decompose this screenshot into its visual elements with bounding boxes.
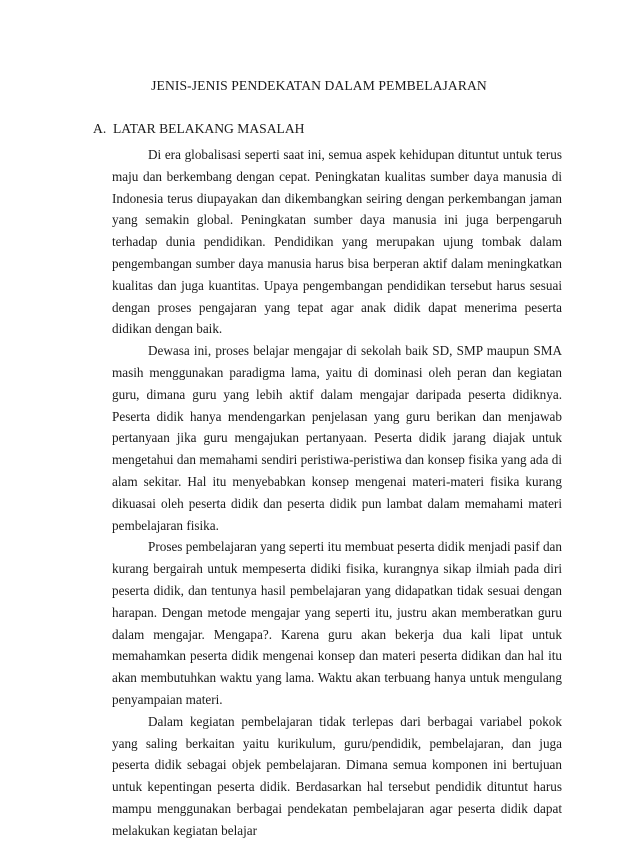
document-title: JENIS-JENIS PENDEKATAN DALAM PEMBELAJARAN bbox=[151, 78, 487, 93]
section-heading bbox=[93, 121, 305, 137]
paragraph-2: Dewasa ini, proses belajar mengajar di sekolah baik SD, SMP maupun SMA masih menggunakan paradigma lama, yaitu di dominasi oleh peran dan kegiatan guru, dimana guru yang lebih aktif dalam mengajar daripada peserta didiknya. Peserta didik hanya mendengarkan penjelasan yang guru berikan dan menjawab pertanyaan jika guru mengajukan pertanyaan. Peserta didik jarang diajak untuk mengetahui dan memahami sendiri peristiwa-peristiwa dan konsep fisika yang ada di alam sekitar. Hal itu menyebabkan konsep mengenai materi-materi fisika kurang dikuasai oleh peserta didik dan peserta didik pun lambat dalam memahami materi pembelajaran fisika. bbox=[112, 343, 562, 533]
section-number: A. bbox=[93, 121, 107, 136]
section-heading-text: LATAR BELAKANG MASALAH bbox=[113, 121, 305, 136]
paragraph-1: Di era globalisasi seperti saat ini, semua aspek kehidupan dituntut untuk terus maju dan berkembang dengan cepat. Peningkatan kualitas sumber daya manusia di Indonesia terus diupayakan dan dikembangkan seiring dengan perkembangan jaman yang semakin global. Peningkatan sumber daya manusia ini juga berpengaruh terhadap dunia pendidikan. Pendidikan yang merupakan ujung tombak dalam pengembangan sumber daya manusia harus bisa berperan aktif dalam meningkatkan kualitas dan juga kuantitas. Upaya pengembangan pendidikan tersebut harus sesuai dengan proses pengajaran yang tepat agar anak didik dapat menerima peserta didikan dengan baik. bbox=[112, 147, 562, 337]
paragraph-3: Proses pembelajaran yang seperti itu membuat peserta didik menjadi pasif dan kurang bergairah untuk mempeserta didiki fisika, kurangnya sikap ilmiah pada diri peserta didik, dan tentunya hasil pembelajaran yang didapatkan tidak sesuai dengan harapan. Dengan metode mengajar yang seperti itu, justru akan memberatkan guru dalam mengajar. Mengapa?. Karena guru akan bekerja dua kali lipat untuk memahamkan peserta didik mengenai konsep dan materi peserta didikan dan hal itu akan membutuhkan waktu yang lama. Waktu akan terbuang hanya untuk mengulang penyampaian materi. bbox=[112, 539, 562, 707]
document-body bbox=[112, 144, 562, 842]
paragraph-4: Dalam kegiatan pembelajaran tidak terlepas dari berbagai variabel pokok yang saling berkaitan yaitu kurikulum, guru/pendidik, pembelajaran, dan juga peserta didik sebagai objek pembelajaran. Dimana semua komponen ini bertujuan untuk kepentingan peserta didik. Berdasarkan hal tersebut pendidik dituntut harus mampu menggunakan berbagai pendekatan pembelajaran agar peserta didik dapat melakukan kegiatan belajar bbox=[112, 713, 562, 838]
